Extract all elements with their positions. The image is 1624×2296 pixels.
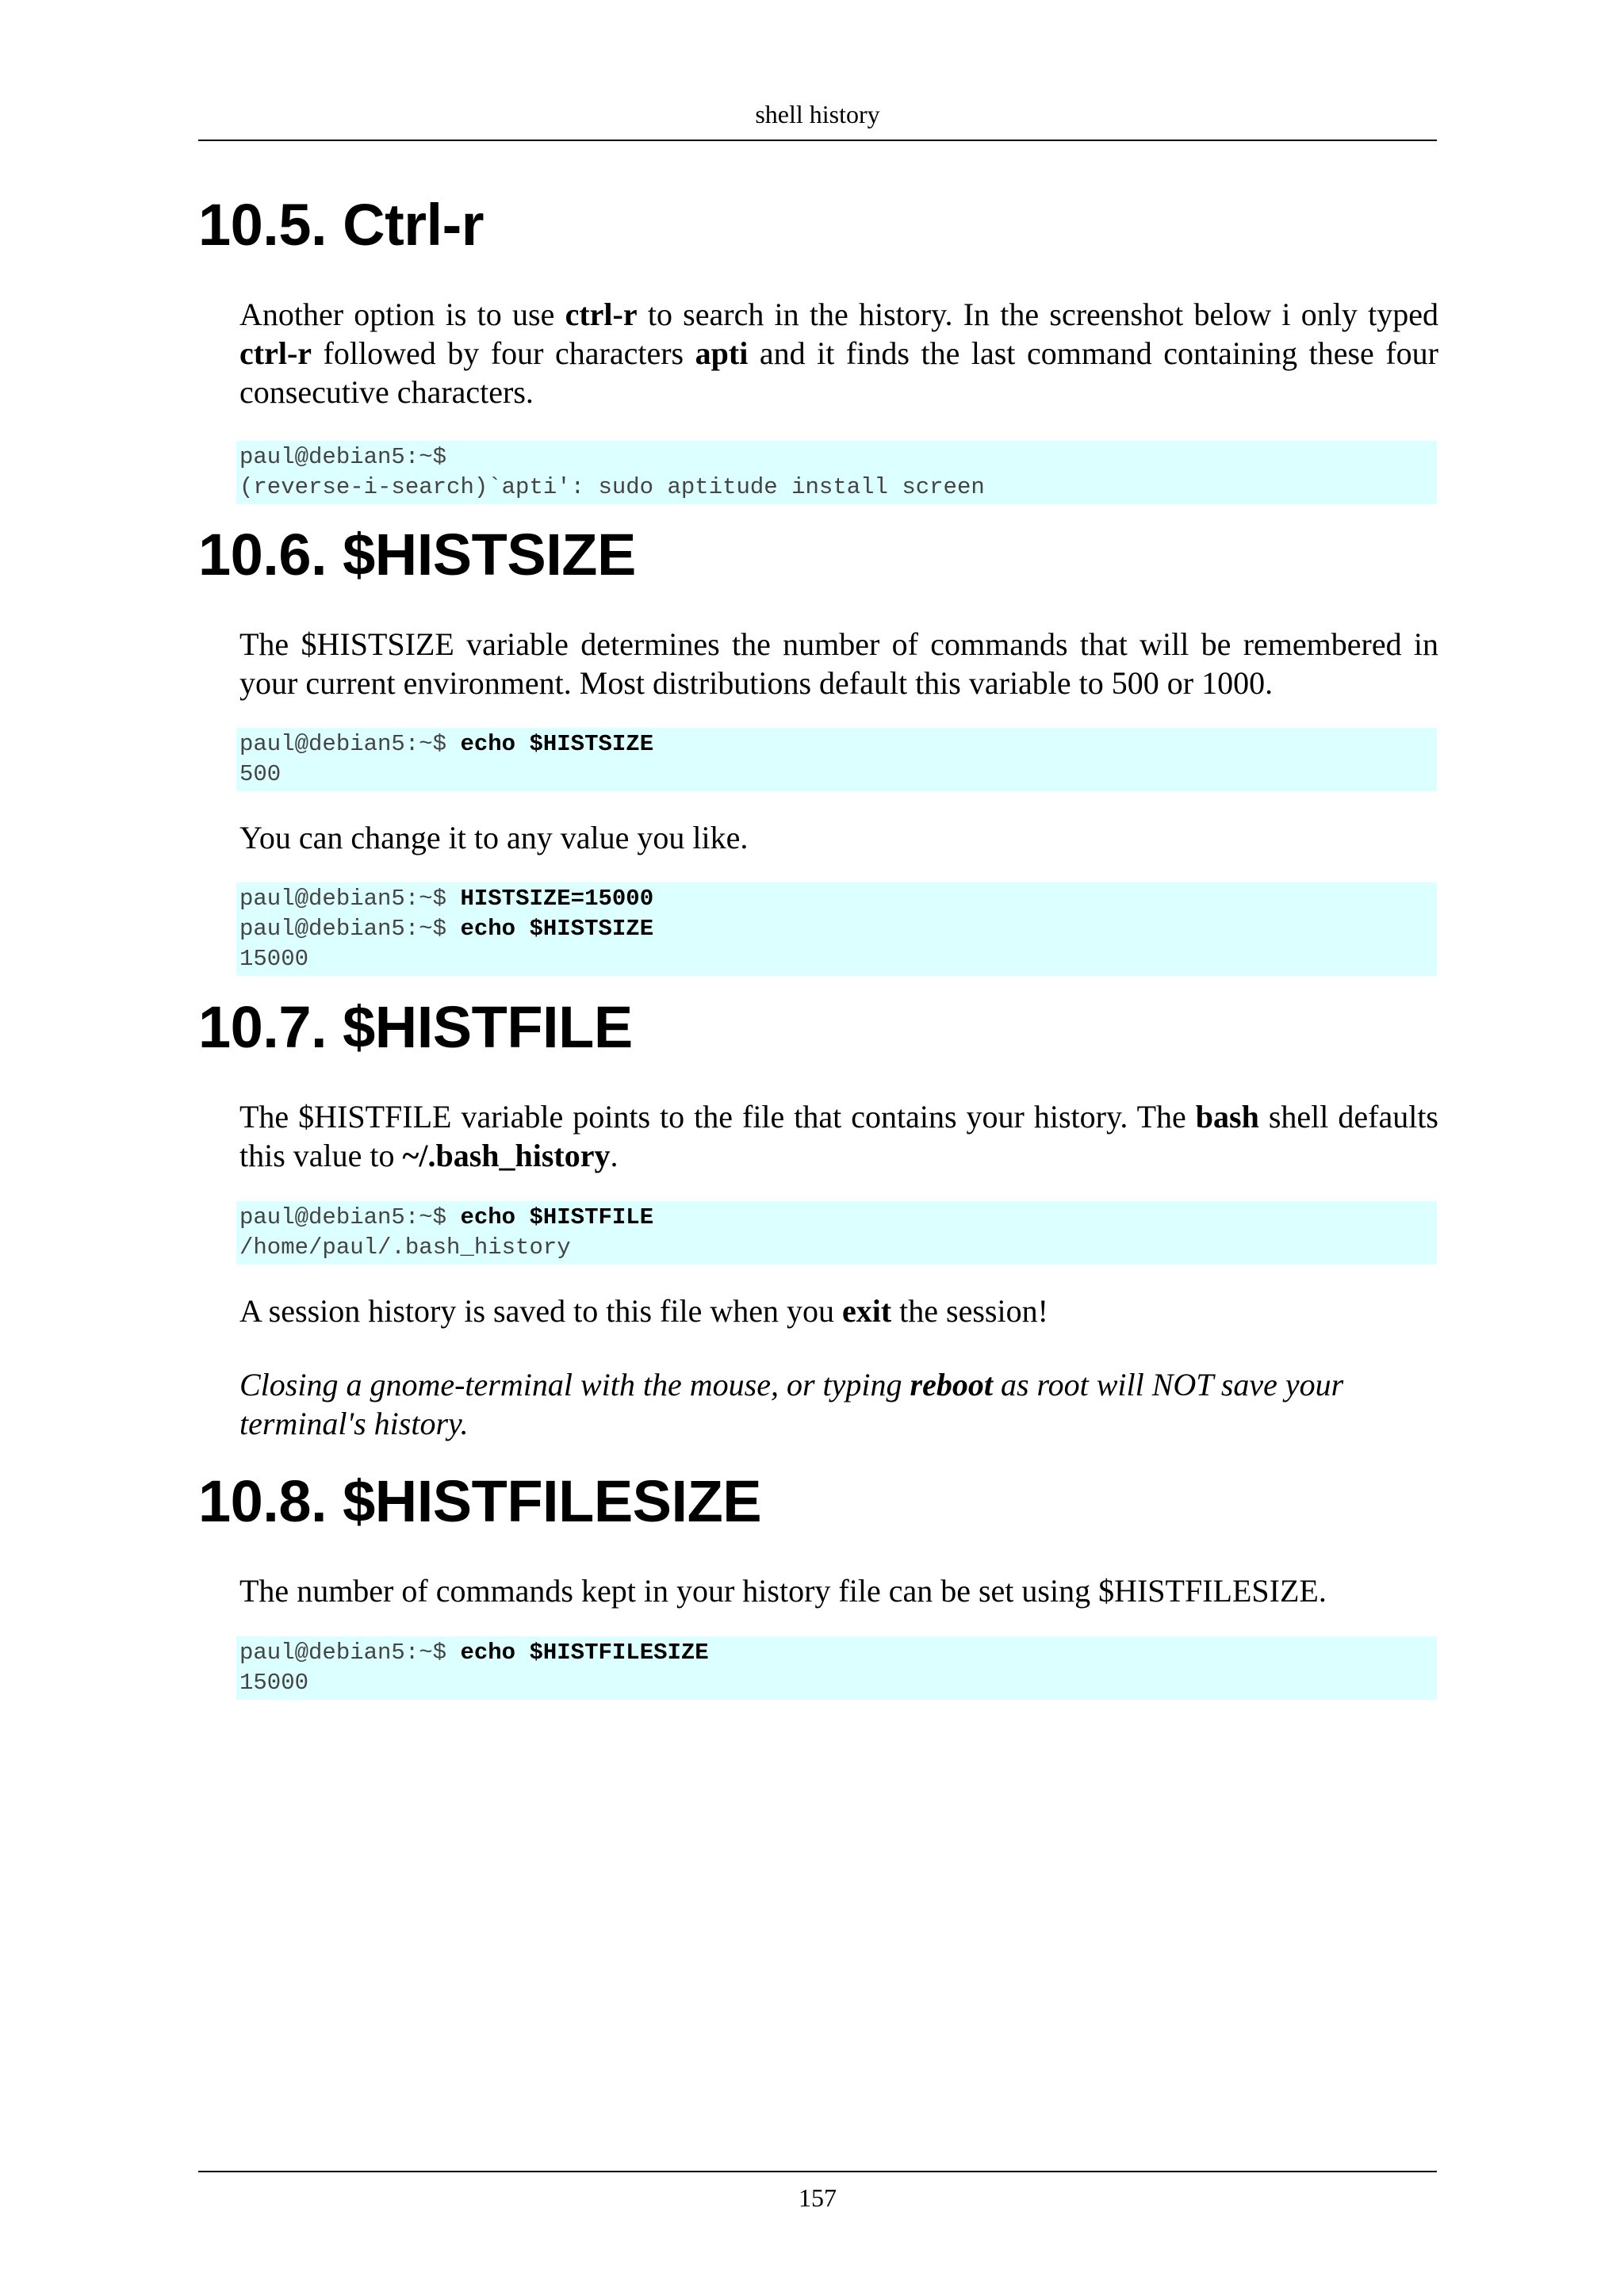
section-title-histfilesize: 10.8. $HISTFILESIZE (198, 1468, 762, 1534)
code-block-histfile (236, 1201, 1437, 1265)
code-line: 15000 (239, 1670, 309, 1696)
code-line: paul@debian5:~$ echo $HISTFILE (239, 1204, 654, 1230)
code-block-ctrl-r (236, 441, 1437, 504)
code-line: paul@debian5:~$ echo $HISTFILESIZE (239, 1640, 709, 1666)
paragraph-histfilesize-intro: The number of commands kept in your history file can be set using $HISTFILESIZE. (239, 1573, 1327, 1609)
paragraph-histfile-exit: A session history is saved to this file when you exit the session! (239, 1293, 1048, 1329)
code-line: 15000 (239, 946, 309, 972)
code-line: paul@debian5:~$ HISTSIZE=15000 (239, 886, 654, 912)
page-footer (198, 2171, 1437, 2223)
code-line: 500 (239, 761, 282, 787)
paragraph-histfile-intro: The $HISTFILE variable points to the file that contains your history. The bash shell defaults this value to ~/.bash_history. (239, 1099, 1438, 1173)
paragraph-histfile-warning: Closing a gnome-terminal with the mouse, or typing reboot as root will NOT save your terminal's history. (239, 1367, 1344, 1441)
code-block-histfilesize (236, 1636, 1437, 1700)
paragraph-ctrl-r-intro: Another option is to use ctrl-r to search in the history. In the screenshot below i only typed ctrl-r followed by four characters apti and it finds the last command containing these four consecutive characters. (239, 297, 1438, 410)
page-number: 157 (799, 2183, 837, 2212)
code-line: paul@debian5:~$ (239, 444, 447, 470)
code-line: paul@debian5:~$ echo $HISTSIZE (239, 916, 654, 942)
code-block-histsize-set (236, 882, 1437, 976)
section-title-ctrl-r: 10.5. Ctrl-r (198, 192, 485, 258)
paragraph-histsize-intro: The $HISTSIZE variable determines the number of commands that will be remembered in your current environment. Most distributions default this variable to 500 or 1000. (239, 626, 1438, 701)
code-line: /home/paul/.bash_history (239, 1234, 571, 1261)
running-title: shell history (755, 100, 880, 128)
code-block-histsize-echo (236, 728, 1437, 791)
code-line: (reverse-i-search)`apti': sudo aptitude install screen (239, 474, 985, 500)
code-line: paul@debian5:~$ echo $HISTSIZE (239, 731, 654, 757)
section-title-histfile: 10.7. $HISTFILE (198, 994, 633, 1060)
page-header (198, 89, 1437, 141)
section-title-histsize: 10.6. $HISTSIZE (198, 522, 636, 587)
paragraph-histsize-change: You can change it to any value you like. (239, 820, 749, 855)
